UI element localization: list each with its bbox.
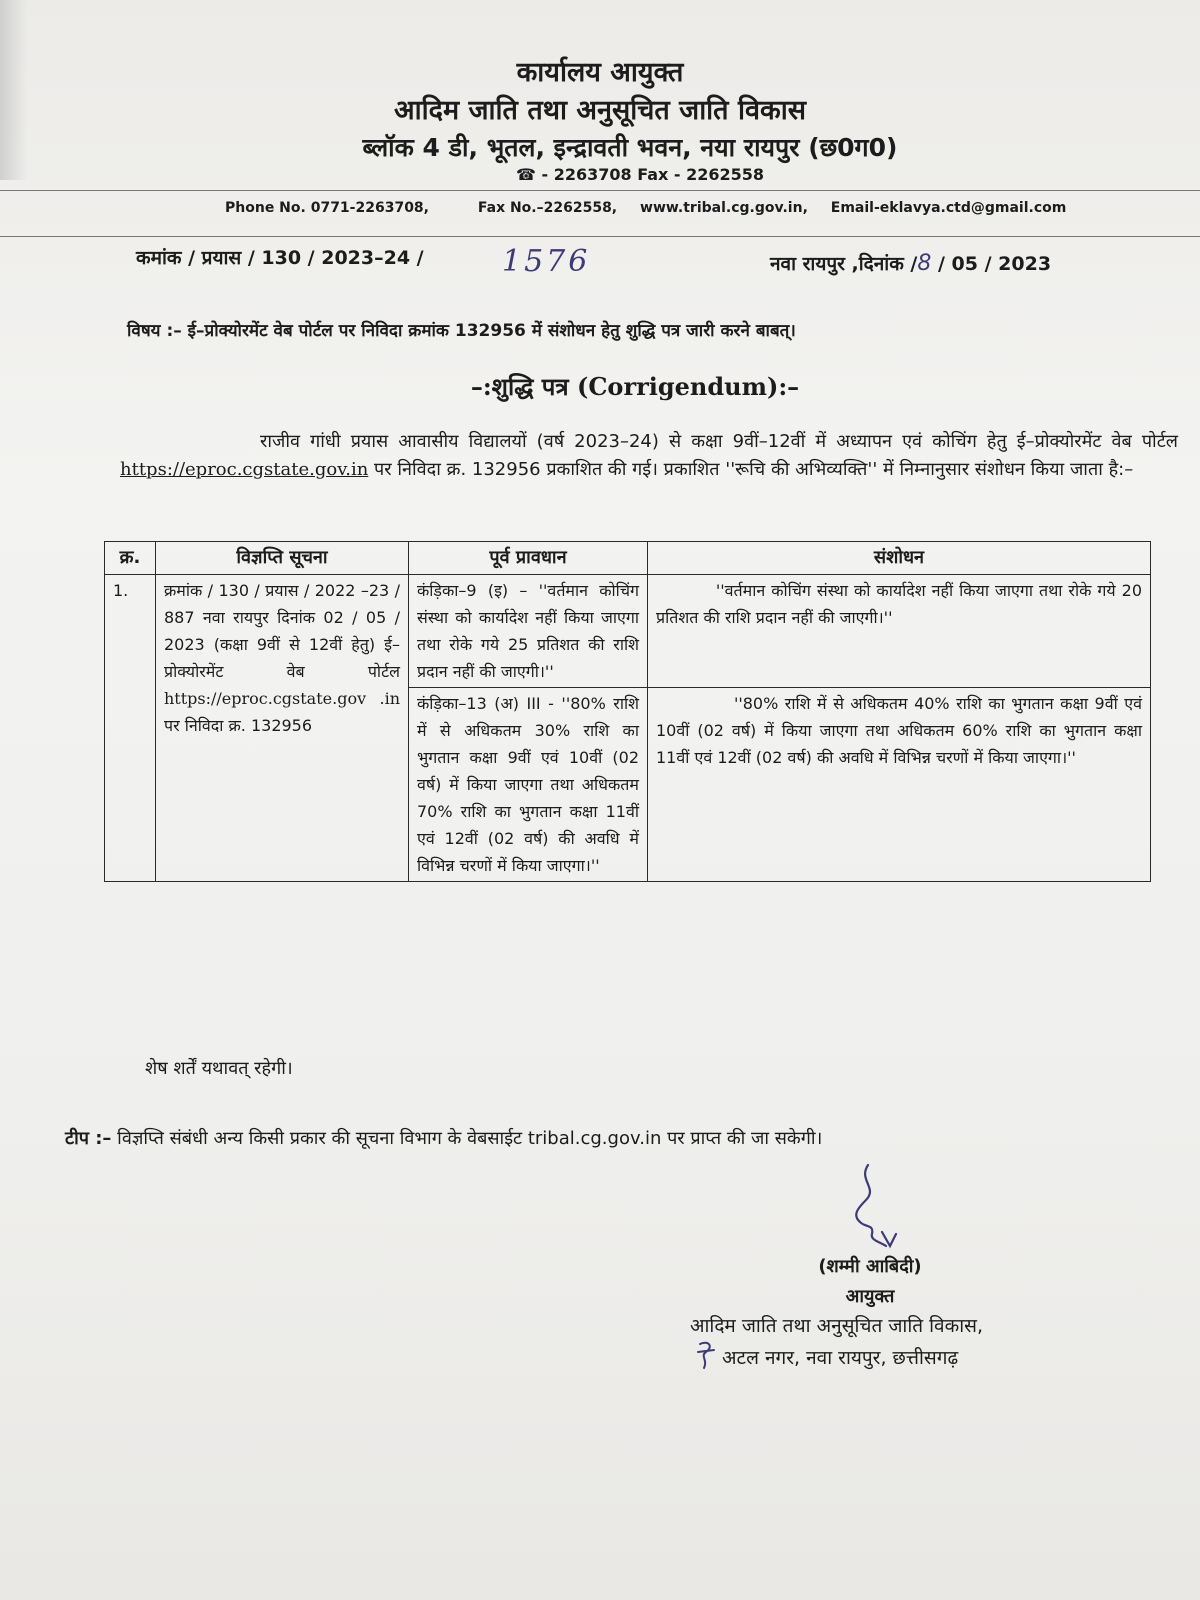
notice-text2: पर निविदा क्र. 132956	[164, 716, 313, 735]
previous-cell-1: कंड़िका–9 (इ) – ''वर्तमान कोचिंग संस्था को कार्यादेश नहीं किया जाएगा तथा रोके गये 25 प्रतिशत की राशि प्रदान नहीं की जाएगी।''	[409, 575, 648, 688]
intro-paragraph	[120, 428, 1178, 484]
corrigendum-table	[104, 541, 1151, 882]
notice-cell	[156, 575, 409, 882]
note-label: टीप :–	[65, 1128, 112, 1149]
department-title: आदिम जाति तथा अनुसूचित जाति विकास	[394, 95, 806, 126]
office-title: कार्यालय आयुक्त	[516, 57, 684, 88]
signatory-department: आदिम जाति तथा अनुसूचित जाति विकास,	[690, 1315, 984, 1337]
remaining-conditions: शेष शर्तें यथावत् रहेगी।	[145, 1058, 293, 1079]
amendment-text-2: ''80% राशि में से अधिकतम 40% राशि का भुगतान कक्षा 9वीं एवं 10वीं (02 वर्ष) में किया जाएगा तथा अधिकतम 60% राशि का भुगतान कक्षा 11वीं एवं 12वीं (02 वर्ष) की अवधि में विभिन्न चरणों में किया जाएगा।''	[656, 694, 1143, 767]
previous-cell-2: कंड़िका–13 (अ) III - ''80% राशि में से अधिकतम 30% राशि का भुगतान कक्षा 9वीं एवं 10वीं (02 वर्ष) में किया जाएगा तथा अधिकतम 70% राशि का भुगतान कक्षा 11वीं एवं 12वीं (02 वर्ष) की अवधि में विभिन्न चरणों में किया जाएगा।''	[409, 688, 648, 882]
handwritten-initial	[694, 1338, 720, 1372]
serial-cell: 1.	[105, 575, 156, 882]
header-serial: क्र.	[105, 542, 156, 575]
date-suffix: / 05 / 2023	[938, 253, 1052, 275]
amendment-text-1: ''वर्तमान कोचिंग संस्था को कार्यादेश नहीं किया जाएगा तथा रोके गये 20 प्रतिशत की राशि प्रदान नहीं की जाएगी।''	[656, 581, 1143, 627]
signatory-name: (शम्मी आबिदी)	[818, 1256, 922, 1277]
table-header-row	[105, 542, 1151, 575]
table-row	[105, 575, 1151, 688]
date-prefix: नवा रायपुर ,दिनांक /	[770, 253, 918, 275]
subject-line: विषय :– ई–प्रोक्योरमेंट वेब पोर्टल पर निविदा क्रमांक 132956 में संशोधन हेतु शुद्धि पत्र जारी करने बाबत्।	[127, 321, 796, 341]
amendment-cell-2	[648, 688, 1151, 882]
header-amendment: संशोधन	[648, 542, 1151, 575]
contact-phone: Phone No. 0771-2263708,	[225, 200, 429, 216]
phone-fax-line: ☎ - 2263708 Fax - 2262558	[515, 165, 765, 184]
notice-link: https://eproc.cgstate.gov .in	[164, 689, 400, 708]
intro-part1: राजीव गांधी प्रयास आवासीय विद्यालयों (वर्ष 2023–24) से कक्षा 9वीं–12वीं में अध्यापन एवं कोचिंग हेतु ई–प्रोक्योरमेंट वेब पोर्टल	[260, 431, 1178, 452]
office-address: ब्लॉक 4 डी, भूतल, इन्द्रावती भवन, नया रायपुर (छ0ग0)	[362, 133, 898, 162]
header-notice: विज्ञप्ति सूचना	[156, 542, 409, 575]
handwritten-day: 8	[917, 251, 932, 276]
contact-line	[225, 200, 1110, 216]
signatory-designation: आयुक्त	[845, 1286, 895, 1307]
intro-part2: पर निविदा क्र. 132956 प्रकाशित की गई। प्रकाशित ''रूचि की अभिव्यक्ति'' में निम्नानुसार संशोधन किया जाता है:–	[374, 459, 1134, 480]
handwritten-signature	[830, 1160, 910, 1250]
header-rule-bottom	[0, 236, 1200, 237]
header-previous: पूर्व प्रावधान	[409, 542, 648, 575]
note-text: विज्ञप्ति संबंधी अन्य किसी प्रकार की सूचना विभाग के वेबसाईट tribal.cg.gov.in पर प्राप्त की जा सकेगी।	[117, 1128, 823, 1149]
signatory-address: अटल नगर, नवा रायपुर, छत्तीसगढ़	[722, 1347, 959, 1369]
contact-website: www.tribal.cg.gov.in,	[640, 200, 808, 216]
amendment-cell-1	[648, 575, 1151, 688]
note-line	[65, 1126, 1175, 1150]
reference-date	[770, 250, 1051, 276]
header-rule-top	[0, 190, 1200, 191]
reference-number: कमांक / प्रयास / 130 / 2023–24 /	[136, 247, 424, 269]
notice-text: क्रमांक / 130 / प्रयास / 2022 –23 / 887 नवा रायपुर दिनांक 02 / 05 / 2023 (कक्षा 9वीं से 12वीं हेतु) ई–प्रोक्योरमेंट वेब पोर्टल	[164, 581, 400, 681]
corrigendum-title: –:शुद्धि पत्र (Corrigendum):–	[470, 372, 800, 401]
contact-email: Email-eklavya.ctd@gmail.com	[830, 200, 1067, 216]
intro-link: https://eproc.cgstate.gov.in	[120, 459, 369, 480]
handwritten-number: 1576	[502, 244, 591, 279]
contact-fax: Fax No.–2262558,	[477, 200, 618, 216]
